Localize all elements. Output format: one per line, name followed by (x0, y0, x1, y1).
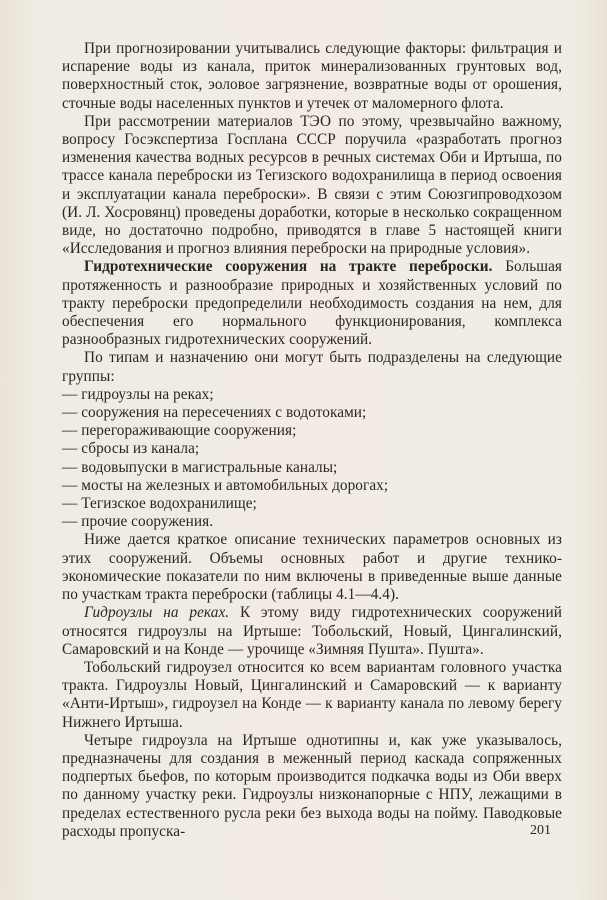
paragraph-tobolsk-hydroscheme: Тобольский гидроузел относится ко всем вариантам головного участка тракта. Гидроузлы Новый, Цингалинский и Самаровский — к варианту «Анти-Иртыш», гидроузел на Конде — к варианту канала по левому берегу Нижнего Иртыша. (62, 658, 562, 731)
paragraph-groups-intro: По типам и назначению они могут быть подразделены на следующие группы: (62, 349, 562, 385)
structure-groups-list (62, 386, 562, 532)
list-item: — сбросы из канала; (62, 440, 200, 458)
subsection-continuation: К этому виду гидротехнических сооружений относятся гидроузлы на Иртыше: Тобольский, Новый, Цингалинский, Самаровский и на Конде — урочище «Зимняя Пушта». Пушта». (62, 604, 562, 658)
paragraph-technical-description: Ниже дается краткое описание технических параметров основных из этих сооружений. Объемы основных работ и другие технико-экономические показатели по ним включены в приведенные выше данные по участкам тракта переброски (таблицы 4.1—4.4). (62, 531, 562, 604)
list-item: — сооружения на пересечениях с водотоками; (62, 404, 367, 422)
list-item: — гидроузлы на реках; (62, 385, 214, 403)
list-item: — Тегизское водохранилище; (62, 495, 257, 513)
page-text (62, 40, 562, 841)
list-item: — перегораживающие сооружения; (62, 422, 297, 440)
subsection-heading: Гидроузлы на реках. (84, 604, 230, 622)
paragraph-river-hydroschemes (62, 604, 562, 659)
section-heading-continuation: Большая протяженность и разнообразие природных и хозяйственных условий по тракту переброски предопределили необходимость создания на нем, для обеспечения его нормального функционирования, комплекса разнообразных гидротехнических сооружений. (62, 258, 562, 349)
paragraph-gosexpertiza: При рассмотрении материалов ТЭО по этому, чрезвычайно важному, вопросу Госэкспертиза Госплана СССР поручила «разработать прогноз изменения качества водных ресурсов в речных системах Оби и Иртыша, по трассе канала переброски из Тегизского водохранилища в период освоения и эксплуатации канала переброски». В связи с этим Союзгипроводхозом (И. Л. Хосровянц) проведены доработки, которые в несколько сокращенном виде, но достаточно подробно, приводятся в главе 5 настоящей книги «Исследования и прогноз влияния переброски на природные условия». (62, 112, 562, 258)
paragraph-hydraulic-structures (62, 258, 562, 349)
list-item: — прочие сооружения. (62, 513, 214, 531)
page-number: 201 (530, 823, 551, 838)
list-item: — водовыпуски в магистральные каналы; (62, 458, 338, 476)
paragraph-four-hydroschemes: Четыре гидроузла на Иртыше однотипны и, как уже указывалось, предназначены для создания в меженный период каскада сопряженных подпертых бьефов, по которым производится подкачка воды из Оби вверх по данному участку реки. Гидроузлы низконапорные с НПУ, лежащими в пределах естественного русла реки без выхода воды на пойму. Паводковые расходы пропуска- (62, 731, 562, 840)
list-item: — мосты на железных и автомобильных дорогах; (62, 476, 389, 494)
paragraph-forecast-factors: При прогнозировании учитывались следующие факторы: фильтрация и испарение воды из канала, приток минерализованных грунтовых вод, поверхностный сток, эоловое загрязнение, возвратные воды от орошения, сточные воды населенных пунктов и утечек от маломерного флота. (62, 40, 562, 112)
section-heading: Гидротехнические сооружения на тракте переброски. (84, 258, 493, 276)
